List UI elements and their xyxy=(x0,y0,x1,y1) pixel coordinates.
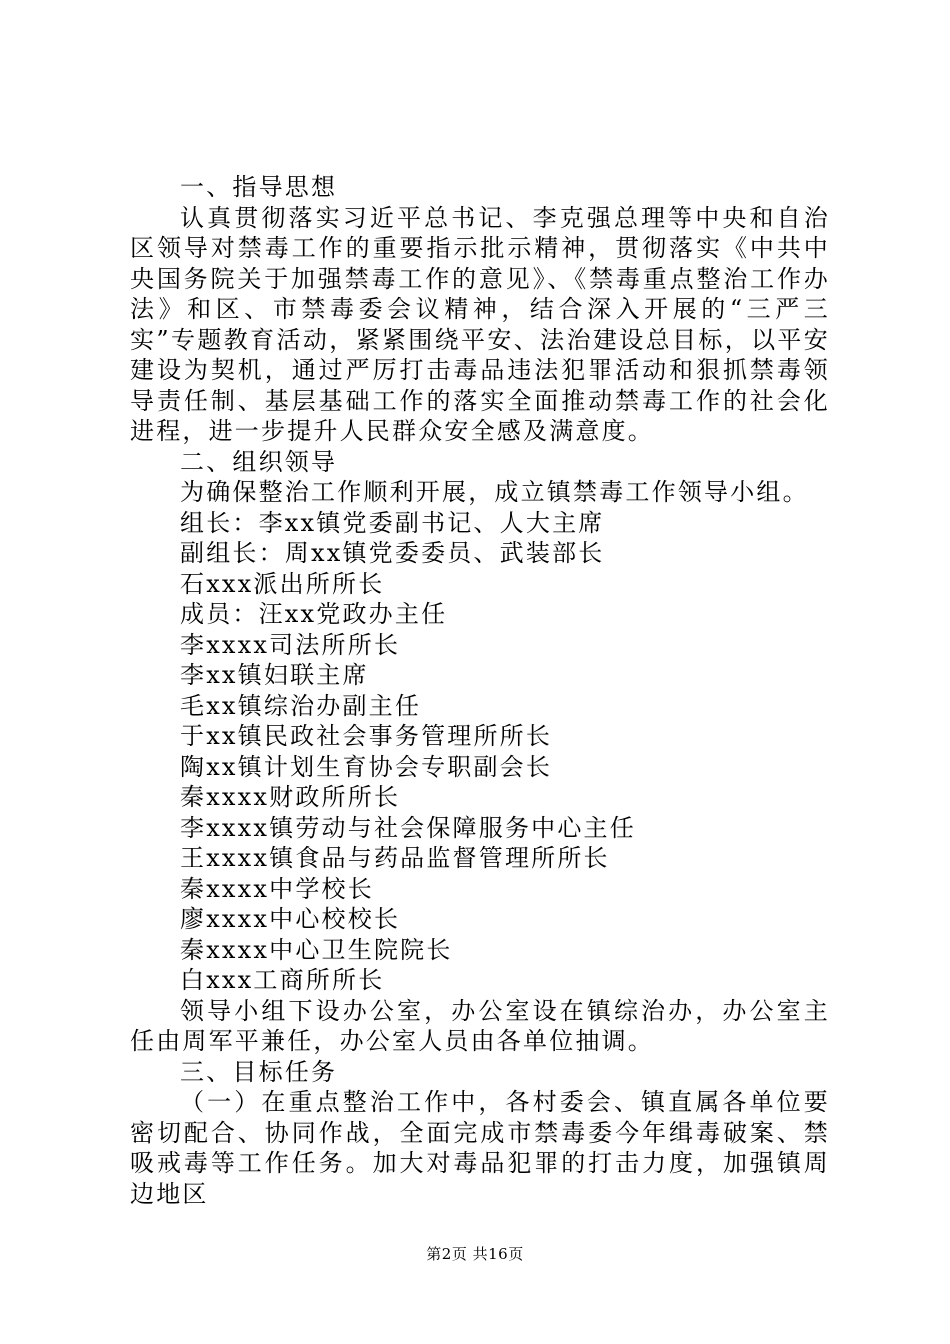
member-line: 陶xx镇计划生育协会专职副会长 xyxy=(180,752,553,781)
document-body xyxy=(130,172,830,1209)
section-heading-targets: 三、目标任务 xyxy=(180,1057,338,1086)
member-line: 石xxx派出所所长 xyxy=(180,569,385,598)
member-line: 毛xx镇综治办副主任 xyxy=(180,691,422,720)
member-line: 于xx镇民政社会事务管理所所长 xyxy=(180,722,553,750)
page-number-footer: 第2页 共16页 xyxy=(426,1245,524,1263)
member-line: 白xxx工商所所长 xyxy=(180,966,385,994)
member-line: 李xxxx镇劳动与社会保障服务中心主任 xyxy=(180,813,636,842)
paragraph-organization-intro: 为确保整治工作顺利开展，成立镇禁毒工作领导小组。 xyxy=(180,478,809,506)
section-heading-organization: 二、组织领导 xyxy=(180,447,338,476)
member-line: 成员：汪xx党政办主任 xyxy=(180,600,448,628)
member-line: 秦xxxx中心卫生院院长 xyxy=(180,935,453,964)
member-line: 副组长：周xx镇党委委员、武装部长 xyxy=(180,539,605,567)
member-line: 秦xxxx中学校长 xyxy=(180,874,374,903)
section-heading-guiding-thought: 一、指导思想 xyxy=(180,173,338,201)
paragraph-office: 领导小组下设办公室，办公室设在镇综治办，办公室主任由周军平兼任，办公室人员由各单位抽调。 xyxy=(130,996,830,1055)
member-line: 秦xxxx财政所所长 xyxy=(180,783,401,811)
member-line: 王xxxx镇食品与药品监督管理所所长 xyxy=(180,844,610,872)
member-line: 组长：李xx镇党委副书记、人大主席 xyxy=(180,508,605,537)
member-line: 李xxxx司法所所长 xyxy=(180,630,401,659)
member-line: 廖xxxx中心校校长 xyxy=(180,905,401,933)
paragraph-targets-1: （一）在重点整治工作中，各村委会、镇直属各单位要密切配合、协同作战，全面完成市禁毒委今年缉毒破案、禁吸戒毒等工作任务。加大对毒品犯罪的打击力度，加强镇周边地区 xyxy=(130,1088,830,1208)
member-line: 李xx镇妇联主席 xyxy=(180,661,369,689)
paragraph-guiding-thought: 认真贯彻落实习近平总书记、李克强总理等中央和自治区领导对禁毒工作的重要指示批示精神，贯彻落实《中共中央国务院关于加强禁毒工作的意见》、《禁毒重点整治工作办法》和区、市禁毒委会议精神，结合深入开展的“三严三实”专题教育活动，紧紧围绕平安、法治建设总目标，以平安建设为契机，通过严厉打击毒品违法犯罪活动和狠抓禁毒领导责任制、基层基础工作的落实全面推动禁毒工作的社会化进程，进一步提升人民群众安全感及满意度。 xyxy=(130,203,830,445)
